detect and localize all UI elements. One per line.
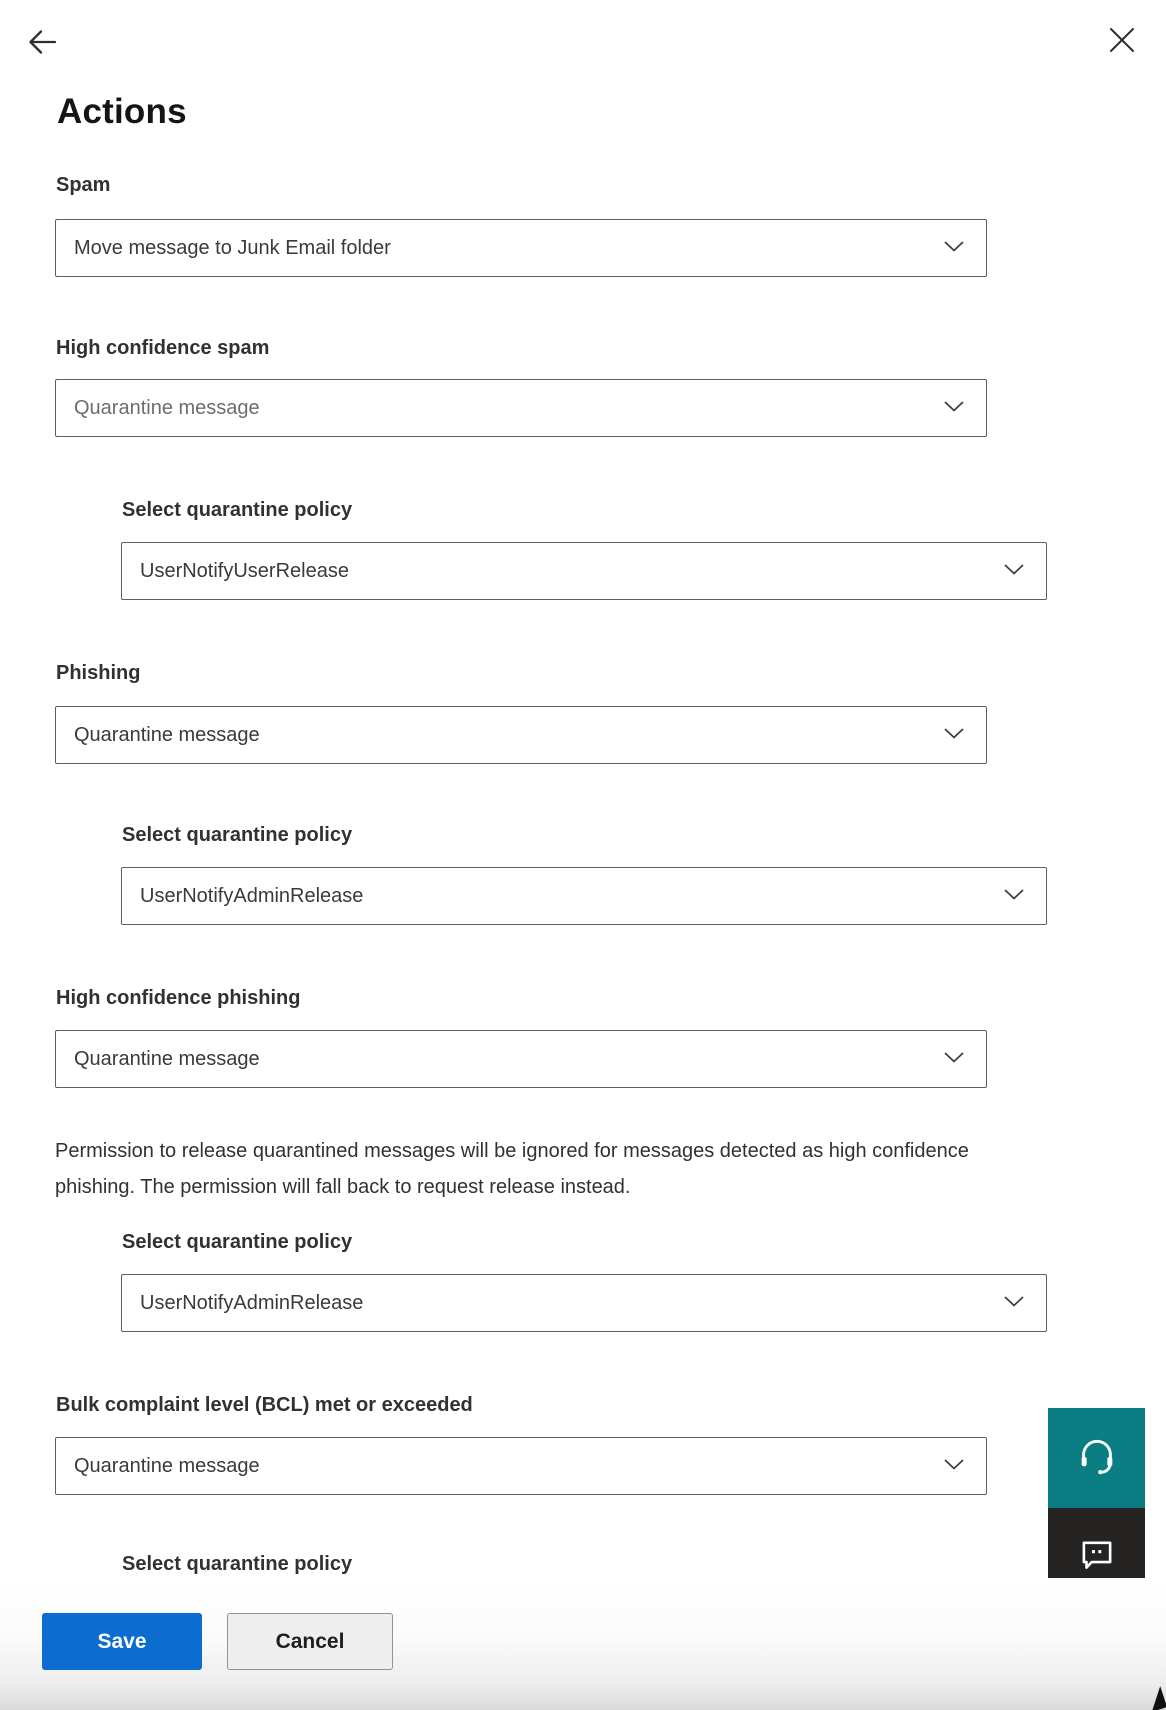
chevron-down-icon: [944, 399, 964, 417]
close-icon: [1106, 44, 1138, 59]
help-button[interactable]: [1048, 1408, 1145, 1508]
bcl-quarantine-policy-label: Select quarantine policy: [122, 1553, 353, 1575]
chevron-down-icon: [944, 1050, 964, 1068]
cancel-button[interactable]: Cancel: [227, 1613, 393, 1670]
phishing-action-dropdown[interactable]: [55, 706, 987, 764]
close-button[interactable]: [1106, 24, 1138, 56]
chevron-down-icon: [1004, 887, 1024, 905]
phishing-action-value: Quarantine message: [74, 723, 260, 746]
high-confidence-phishing-note: Permission to release quarantined messages will be ignored for messages detected as high confidence phishing. The permission will fall back to request release instead.: [55, 1140, 969, 1198]
bcl-action-dropdown[interactable]: [55, 1437, 987, 1495]
hcp-quarantine-policy-value: UserNotifyAdminRelease: [140, 1291, 364, 1314]
chevron-down-icon: [1004, 562, 1024, 580]
phishing-label: Phishing: [56, 662, 141, 684]
hcs-quarantine-policy-label: Select quarantine policy: [122, 499, 353, 521]
bcl-action-value: Quarantine message: [74, 1454, 260, 1477]
spam-action-value: Move message to Junk Email folder: [74, 236, 391, 259]
phishing-quarantine-policy-dropdown[interactable]: [121, 867, 1047, 925]
high-confidence-phishing-action-dropdown[interactable]: [55, 1030, 987, 1088]
chevron-down-icon: [1004, 1294, 1024, 1312]
chevron-down-icon: [944, 239, 964, 257]
hcp-quarantine-policy-dropdown[interactable]: [121, 1274, 1047, 1332]
high-confidence-spam-label: High confidence spam: [56, 337, 270, 359]
page-title: Actions: [57, 92, 187, 131]
spam-action-dropdown[interactable]: [55, 219, 987, 277]
back-button[interactable]: [24, 24, 60, 60]
phishing-quarantine-policy-label: Select quarantine policy: [122, 824, 353, 846]
spam-label: Spam: [56, 174, 111, 196]
bcl-label: Bulk complaint level (BCL) met or exceeded: [56, 1394, 473, 1416]
high-confidence-spam-action-dropdown[interactable]: [55, 379, 987, 437]
hcp-quarantine-policy-label: Select quarantine policy: [122, 1231, 353, 1253]
chevron-down-icon: [944, 1457, 964, 1475]
high-confidence-phishing-action-value: Quarantine message: [74, 1047, 260, 1070]
high-confidence-spam-action-value: Quarantine message: [74, 396, 260, 419]
phishing-quarantine-policy-value: UserNotifyAdminRelease: [140, 884, 364, 907]
hcs-quarantine-policy-dropdown[interactable]: [121, 542, 1047, 600]
chat-bubble-icon: [1076, 1534, 1118, 1579]
headset-icon: [1074, 1434, 1120, 1483]
chevron-down-icon: [944, 726, 964, 744]
footer-bar: [0, 1578, 1166, 1710]
save-button[interactable]: Save: [42, 1613, 202, 1670]
hcs-quarantine-policy-value: UserNotifyUserRelease: [140, 559, 349, 582]
arrow-left-icon: [24, 48, 60, 63]
high-confidence-phishing-label: High confidence phishing: [56, 987, 301, 1009]
